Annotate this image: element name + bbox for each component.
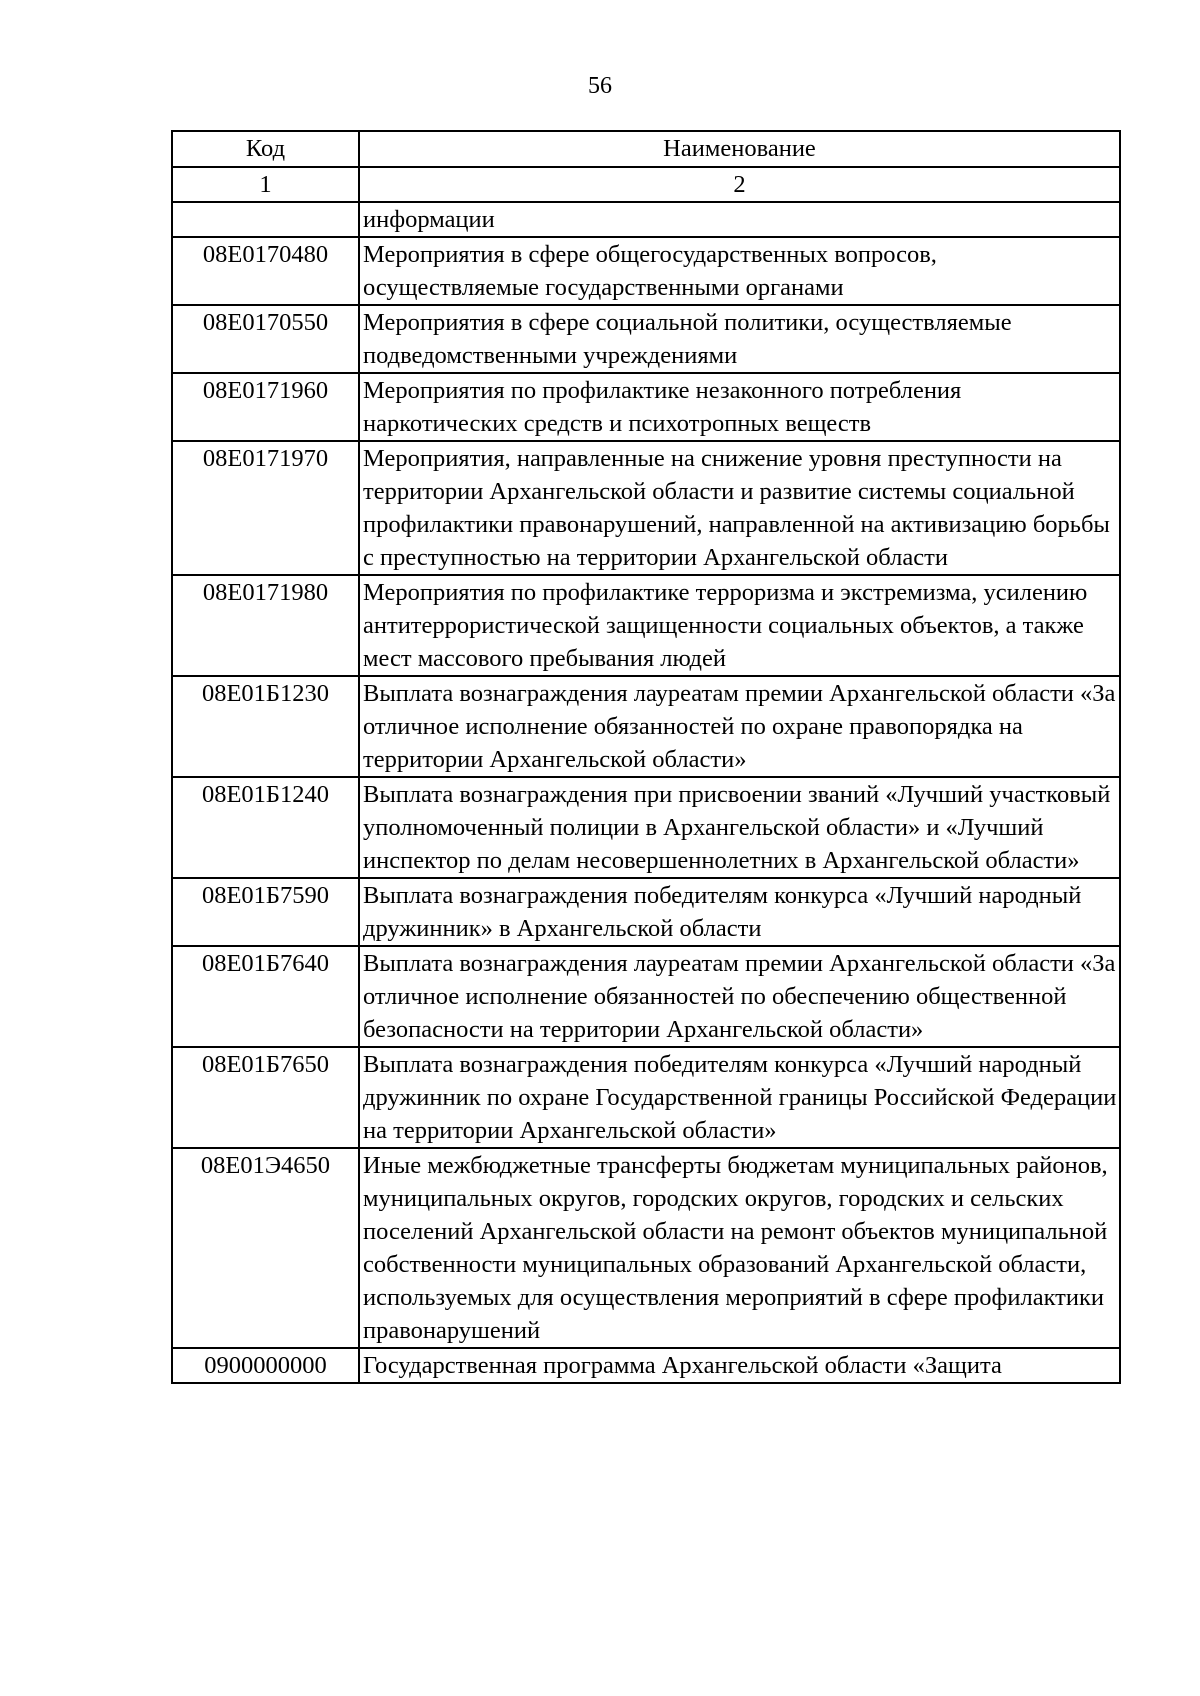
table-row: [172, 441, 1120, 575]
name-cell: Выплата вознаграждения при присвоении званий «Лучший участковый уполномоченный полиции в Архангельской области» и «Лучший инспектор по делам несовершеннолетних в Архангельской области»: [359, 777, 1120, 878]
name-cell: информации: [359, 202, 1120, 237]
code-cell: 08Е01Б7640: [172, 946, 359, 1047]
header-name: Наименование: [359, 131, 1120, 167]
name-cell: Выплата вознаграждения лауреатам премии Архангельской области «За отличное исполнение обязанностей по охране правопорядка на территории Архангельской области»: [359, 676, 1120, 777]
table-row: [172, 1348, 1120, 1383]
name-cell: Выплата вознаграждения лауреатам премии Архангельской области «За отличное исполнение обязанностей по обеспечению общественной безопасности на территории Архангельской области»: [359, 946, 1120, 1047]
table-row: [172, 202, 1120, 237]
code-cell: 08Е0170480: [172, 237, 359, 305]
name-cell: Мероприятия в сфере социальной политики, осуществляемые подведомственными учреждениями: [359, 305, 1120, 373]
table-body: [172, 167, 1120, 1383]
budget-classification-table: [171, 130, 1121, 1384]
name-cell: Мероприятия в сфере общегосударственных вопросов, осуществляемые государственными органами: [359, 237, 1120, 305]
name-cell: Мероприятия по профилактике терроризма и экстремизма, усилению антитеррористической защищенности социальных объектов, а также мест массового пребывания людей: [359, 575, 1120, 676]
code-cell: 08Е01Б7590: [172, 878, 359, 946]
table-row: [172, 777, 1120, 878]
table-row: [172, 946, 1120, 1047]
code-cell: 08Е0171980: [172, 575, 359, 676]
code-cell: 08Е0171970: [172, 441, 359, 575]
name-cell: Государственная программа Архангельской области «Защита: [359, 1348, 1120, 1383]
code-cell: 08Е01Э4650: [172, 1148, 359, 1348]
code-cell: [172, 202, 359, 237]
table-row: [172, 1148, 1120, 1348]
table-row: [172, 575, 1120, 676]
code-cell: 08Е01Б7650: [172, 1047, 359, 1148]
name-cell: Выплата вознаграждения победителям конкурса «Лучший народный дружинник по охране Государственной границы Российской Федерации на территории Архангельской области»: [359, 1047, 1120, 1148]
code-cell: 08Е0170550: [172, 305, 359, 373]
name-cell: Иные межбюджетные трансферты бюджетам муниципальных районов, муниципальных округов, городских округов, городских и сельских поселений Архангельской области на ремонт объектов муниципальной собственности муниципальных образований Архангельской области, используемых для осуществления мероприятий в сфере профилактики правонарушений: [359, 1148, 1120, 1348]
table-row: [172, 305, 1120, 373]
page-number: 56: [588, 73, 612, 99]
header-code: Код: [172, 131, 359, 167]
table-row: [172, 878, 1120, 946]
code-cell: 08Е01Б1230: [172, 676, 359, 777]
name-cell: Мероприятия по профилактике незаконного потребления наркотических средств и психотропных веществ: [359, 373, 1120, 441]
table-row: [172, 237, 1120, 305]
column-number-code: 1: [172, 167, 359, 202]
table-row: [172, 1047, 1120, 1148]
code-cell: 0900000000: [172, 1348, 359, 1383]
name-cell: Мероприятия, направленные на снижение уровня преступности на территории Архангельской области и развитие системы социальной профилактики правонарушений, направленной на активизацию борьбы с преступностью на территории Архангельской области: [359, 441, 1120, 575]
table-row: [172, 676, 1120, 777]
name-cell: Выплата вознаграждения победителям конкурса «Лучший народный дружинник» в Архангельской области: [359, 878, 1120, 946]
code-cell: 08Е01Б1240: [172, 777, 359, 878]
table-row: [172, 373, 1120, 441]
column-number-row: [172, 167, 1120, 202]
code-cell: 08Е0171960: [172, 373, 359, 441]
column-number-name: 2: [359, 167, 1120, 202]
table-header-row: [172, 131, 1120, 167]
